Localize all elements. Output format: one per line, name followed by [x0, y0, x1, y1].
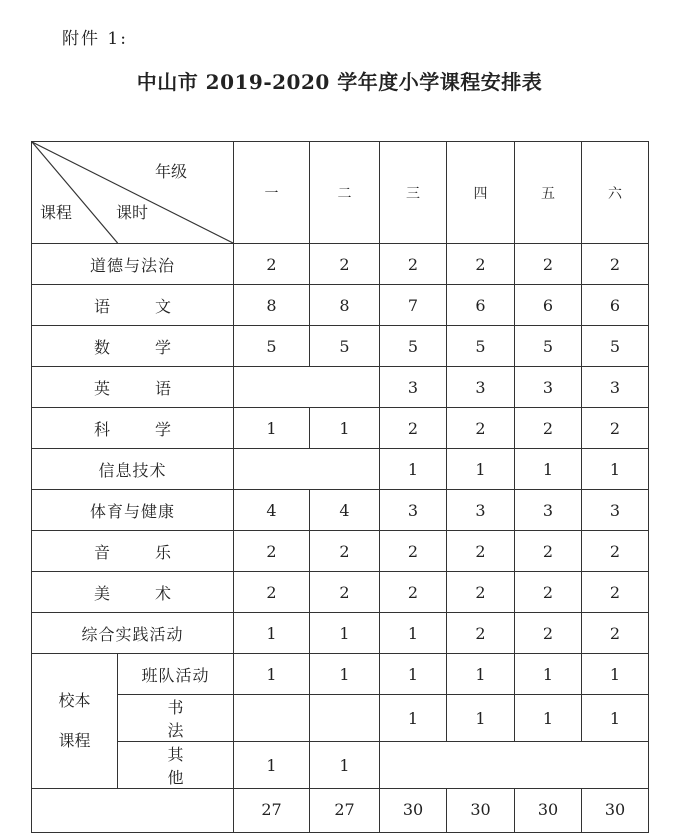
grade-header: 二: [310, 142, 380, 244]
course-name: 道德与法治: [32, 244, 234, 285]
grade-header: 四: [447, 142, 515, 244]
total-cell: 27: [310, 789, 380, 833]
hours-cell: 1: [234, 408, 310, 449]
course-name: 英 语: [32, 367, 234, 408]
course-name: 语 文: [32, 285, 234, 326]
course-name: 体育与健康: [32, 490, 234, 531]
hours-cell: 2: [310, 531, 380, 572]
hours-cell: 5: [380, 326, 447, 367]
hours-cell: 1: [310, 613, 380, 654]
hours-cell: 1: [447, 695, 515, 742]
hours-cell: 4: [234, 490, 310, 531]
course-name: 综合实践活动: [32, 613, 234, 654]
hours-cell: 1: [582, 695, 649, 742]
hours-cell: 1: [380, 654, 447, 695]
hours-cell: 6: [447, 285, 515, 326]
total-cell: 30: [515, 789, 582, 833]
course-name: 音 乐: [32, 531, 234, 572]
hours-cell: 5: [582, 326, 649, 367]
grade-label: 年级: [154, 162, 187, 181]
hours-cell: 1: [380, 613, 447, 654]
hours-cell: 1: [380, 695, 447, 742]
hours-cell: 2: [234, 572, 310, 613]
diagonal-lines: [32, 142, 233, 243]
course-label: 课程: [40, 203, 73, 222]
grade-header: 六: [582, 142, 649, 244]
hours-cell: 2: [380, 244, 447, 285]
diagonal-header-cell: [32, 142, 234, 244]
curriculum-table: [31, 141, 649, 833]
hours-cell: 2: [447, 408, 515, 449]
hours-cell: 2: [515, 531, 582, 572]
hours-cell: 2: [582, 531, 649, 572]
hours-label: 课时: [116, 203, 149, 222]
empty-cell: [234, 449, 380, 490]
hours-cell: 2: [234, 531, 310, 572]
total-cell: 30: [582, 789, 649, 833]
hours-cell: 2: [582, 244, 649, 285]
course-name: 科 学: [32, 408, 234, 449]
hours-cell: 3: [515, 490, 582, 531]
hours-cell: 5: [515, 326, 582, 367]
hours-cell: 1: [310, 654, 380, 695]
table-row: [32, 695, 649, 742]
course-name: 班队活动: [118, 654, 234, 695]
hours-cell: 3: [380, 367, 447, 408]
table-row: [32, 742, 649, 789]
hours-cell: 2: [582, 613, 649, 654]
hours-cell: 2: [310, 572, 380, 613]
hours-cell: 2: [515, 613, 582, 654]
table-row: [32, 572, 649, 613]
hours-cell: 1: [447, 449, 515, 490]
course-name: 信息技术: [32, 449, 234, 490]
hours-cell: 3: [582, 367, 649, 408]
table-row: [32, 408, 649, 449]
hours-cell: 2: [310, 244, 380, 285]
hours-cell: 4: [310, 490, 380, 531]
header-row: [32, 142, 649, 244]
hours-cell: 3: [515, 367, 582, 408]
hours-cell: 2: [582, 408, 649, 449]
hours-cell: 2: [380, 531, 447, 572]
hours-cell: 5: [234, 326, 310, 367]
table-row: [32, 449, 649, 490]
table-row: [32, 244, 649, 285]
totals-label-cell: [32, 789, 234, 833]
grade-header: 三: [380, 142, 447, 244]
hours-cell: 6: [515, 285, 582, 326]
table-row: [32, 326, 649, 367]
table-row: [32, 285, 649, 326]
table-row: [32, 613, 649, 654]
hours-cell: 2: [447, 572, 515, 613]
course-name: 书 法: [118, 695, 234, 742]
hours-cell: 1: [582, 654, 649, 695]
hours-cell: 1: [515, 695, 582, 742]
hours-cell: 2: [582, 572, 649, 613]
hours-cell: 3: [380, 490, 447, 531]
hours-cell: 1: [515, 449, 582, 490]
hours-cell: 3: [447, 367, 515, 408]
table-row: [32, 531, 649, 572]
hours-cell: 2: [380, 572, 447, 613]
empty-cell: [234, 695, 310, 742]
hours-cell: 2: [380, 408, 447, 449]
hours-cell: 5: [447, 326, 515, 367]
table-row: [32, 367, 649, 408]
grade-header: 一: [234, 142, 310, 244]
hours-cell: 8: [234, 285, 310, 326]
school-course-group-label: [32, 654, 118, 789]
hours-cell: 2: [515, 572, 582, 613]
school-course-label-line1: 校本: [58, 691, 91, 710]
table-row: [32, 490, 649, 531]
hours-cell: 1: [447, 654, 515, 695]
page-title: 中山市 2019-2020 学年度小学课程安排表: [136, 70, 543, 94]
course-name: 美 术: [32, 572, 234, 613]
course-name: 其 他: [118, 742, 234, 789]
table-row: [32, 654, 649, 695]
hours-cell: 1: [515, 654, 582, 695]
hours-cell: 2: [515, 408, 582, 449]
hours-cell: 1: [234, 742, 310, 789]
hours-cell: 3: [447, 490, 515, 531]
hours-cell: 2: [447, 531, 515, 572]
totals-row: [32, 789, 649, 833]
total-cell: 30: [380, 789, 447, 833]
hours-cell: 2: [447, 613, 515, 654]
hours-cell: 1: [380, 449, 447, 490]
hours-cell: 2: [447, 244, 515, 285]
hours-cell: 1: [310, 408, 380, 449]
hours-cell: 1: [234, 654, 310, 695]
hours-cell: 1: [234, 613, 310, 654]
hours-cell: 3: [582, 490, 649, 531]
hours-cell: 1: [582, 449, 649, 490]
hours-cell: 5: [310, 326, 380, 367]
hours-cell: 6: [582, 285, 649, 326]
attachment-label: 附件 1:: [62, 29, 128, 49]
grade-header: 五: [515, 142, 582, 244]
hours-cell: 2: [515, 244, 582, 285]
empty-cell: [380, 742, 649, 789]
hours-cell: 2: [234, 244, 310, 285]
hours-cell: 1: [310, 742, 380, 789]
hours-cell: 7: [380, 285, 447, 326]
empty-cell: [234, 367, 380, 408]
course-name: 数 学: [32, 326, 234, 367]
total-cell: 30: [447, 789, 515, 833]
hours-cell: 8: [310, 285, 380, 326]
school-course-label-line2: 课程: [58, 731, 91, 750]
total-cell: 27: [234, 789, 310, 833]
empty-cell: [310, 695, 380, 742]
